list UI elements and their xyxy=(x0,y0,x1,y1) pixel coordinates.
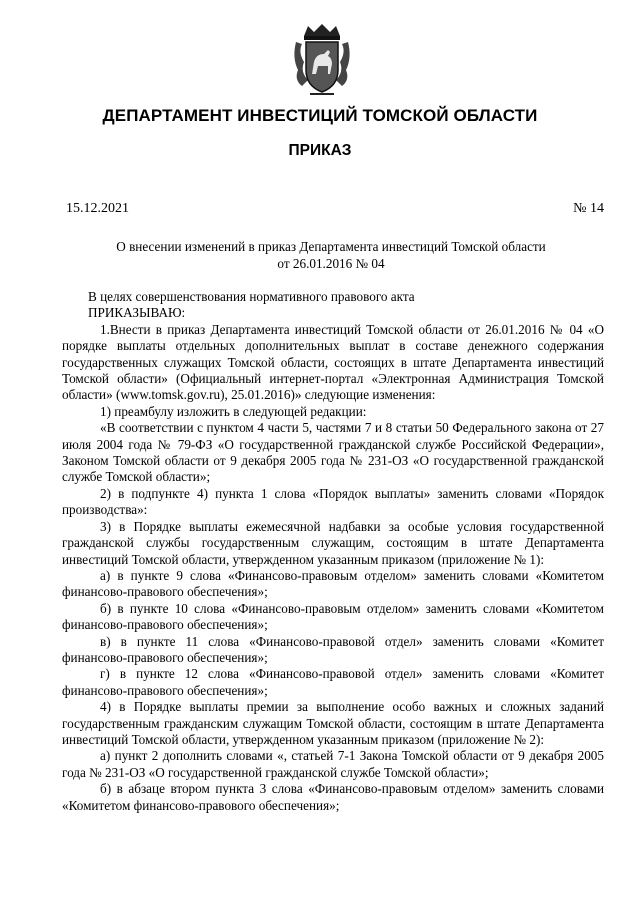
paragraph-1: 1.Внести в приказ Департамента инвестиций Томской области от 26.01.2016 № 04 «О порядке выплаты отдельных дополнительных выплат в составе денежного содержания государственных служащих Томской области, состоящих в штате Департамента инвестиций Томской области» (Официальный интернет-портал «Электронная Администрация Томской области» (www.tomsk.gov.ru), 25.01.2016)» следующие изменения: xyxy=(62,321,604,403)
order-subject xyxy=(88,238,574,272)
order-date: 15.12.2021 xyxy=(66,201,129,216)
paragraph-1-3: 3) в Порядке выплаты ежемесячной надбавки за особые условия государственной гражданской службы государственным служащим, состоящим в штате Департамента инвестиций Томской области, утвержденном указанным приказом (приложение № 1): xyxy=(62,518,604,567)
paragraph-1-4-a: а) пункт 2 дополнить словами «, статьей 7-1 Закона Томской области от 9 декабря 2005 года № 231-ОЗ «О государственной гражданской службе Томской области»; xyxy=(62,748,604,780)
paragraph-1-1-text: «В соответствии с пунктом 4 части 5, частями 7 и 8 статьи 50 Федерального закона от 27 июля 2004 года № 79-ФЗ «О государственной гражданской службе Российской Федерации», Законом Томской области от 9 декабря 2005 года № 231-ОЗ «О государственной гражданской службе Томской области»; xyxy=(62,420,604,485)
order-number: № 14 xyxy=(573,201,604,216)
subject-line-2: от 26.01.2016 № 04 xyxy=(277,256,385,271)
paragraph-1-1: 1) преамбулу изложить в следующей редакции: xyxy=(100,403,367,419)
paragraph-1-4-b: б) в абзаце втором пункта 3 слова «Финансово-правовым отделом» заменить словами «Комитетом финансово-правового обеспечения»; xyxy=(62,781,604,813)
paragraph-1-2: 2) в подпункте 4) пункта 1 слова «Порядок выплаты» заменить словами «Порядок производства»: xyxy=(62,485,604,518)
paragraph-1-3-b: б) в пункте 10 слова «Финансово-правовым отделом» заменить словами «Комитетом финансово-правового обеспечения»; xyxy=(62,600,604,633)
document-type: ПРИКАЗ xyxy=(288,142,352,159)
paragraph-1-3-a: а) в пункте 9 слова «Финансово-правовым отделом» заменить словами «Комитетом финансово-правового обеспечения»; xyxy=(62,567,604,600)
department-title: ДЕПАРТАМЕНТ ИНВЕСТИЦИЙ ТОМСКОЙ ОБЛАСТИ xyxy=(102,106,538,125)
paragraph-1-3-c: в) в пункте 11 слова «Финансово-правовой отдел» заменить словами «Комитет финансово-правового обеспечения»; xyxy=(62,633,604,665)
paragraph-1-3-d: г) в пункте 12 слова «Финансово-правовой отдел» заменить словами «Комитет финансово-правового обеспечения»; xyxy=(62,666,604,698)
paragraph-1-4: 4) в Порядке выплаты премии за выполнение особо важных и сложных заданий государственным гражданским служащим Томской области, состоящим в штате Департамента инвестиций Томской области, утвержденном указанным приказом (приложение № 2): xyxy=(62,699,604,747)
order-body xyxy=(62,289,604,814)
coat-of-arms-icon xyxy=(290,22,354,96)
order-word: ПРИКАЗЫВАЮ: xyxy=(88,305,186,321)
purpose-paragraph: В целях совершенствования нормативного правового акта xyxy=(88,289,415,304)
subject-line-1: О внесении изменений в приказ Департамента инвестиций Томской области xyxy=(116,239,546,254)
